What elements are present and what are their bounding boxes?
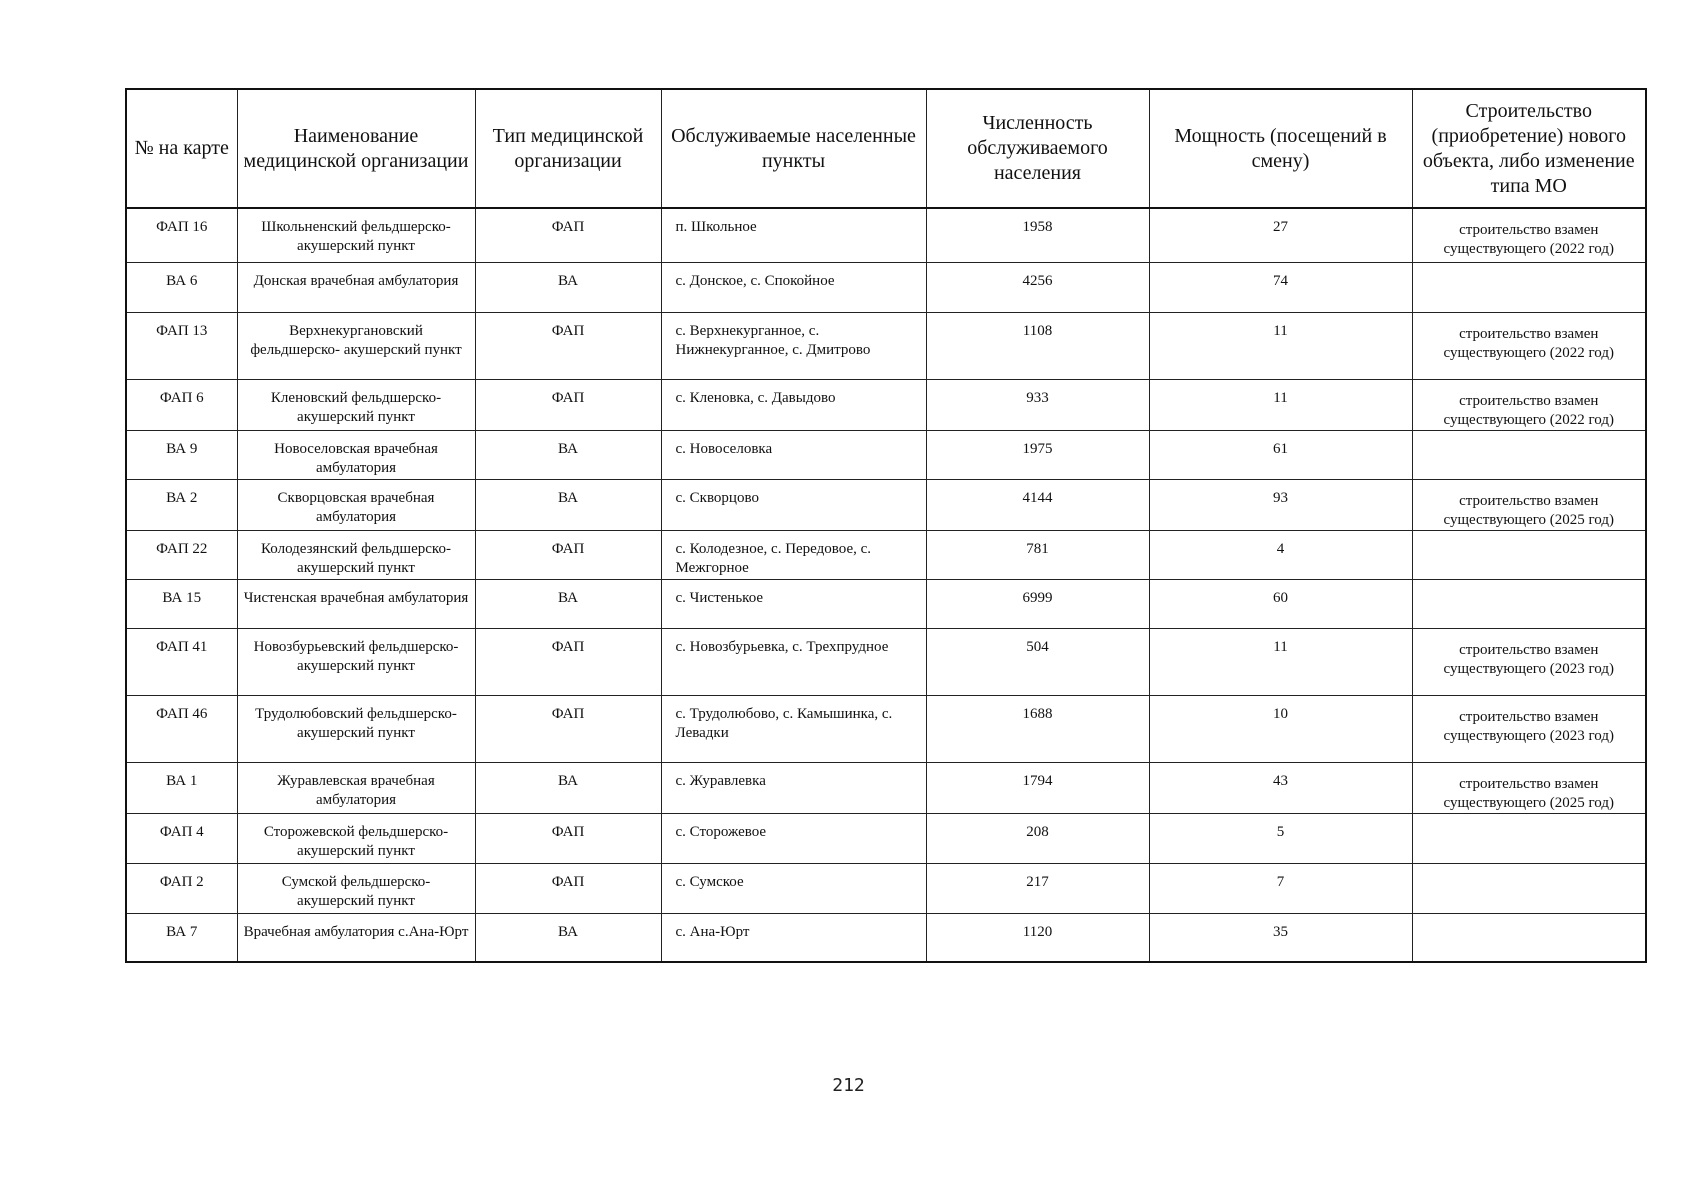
cell-settlements: с. Ана-Юрт (661, 913, 926, 962)
cell-settlements: с. Скворцово (661, 479, 926, 530)
table-row (126, 628, 1646, 695)
cell-capacity: 5 (1149, 813, 1412, 863)
header-map-number: № на карте (126, 89, 237, 208)
cell-capacity: 11 (1149, 628, 1412, 695)
table-row (126, 762, 1646, 813)
cell-map-number: ВА 1 (126, 762, 237, 813)
table-body (126, 208, 1646, 962)
cell-settlements: с. Верхнекурганное, с. Нижнекурганное, с. Дмитрово (661, 312, 926, 379)
cell-map-number: ФАП 41 (126, 628, 237, 695)
cell-settlements: с. Чистенькое (661, 579, 926, 628)
table-row (126, 695, 1646, 762)
header-settlements: Обслуживаемые населенные пункты (661, 89, 926, 208)
cell-population: 208 (926, 813, 1149, 863)
cell-organization-type: ФАП (475, 530, 661, 579)
cell-construction (1412, 913, 1646, 962)
cell-settlements: с. Колодезное, с. Передовое, с. Межгорное (661, 530, 926, 579)
cell-organization-name: Скворцовская врачебная амбулатория (237, 479, 475, 530)
table-row (126, 813, 1646, 863)
cell-organization-type: ФАП (475, 863, 661, 913)
cell-organization-name: Кленовский фельдшерско-акушерский пункт (237, 379, 475, 430)
cell-population: 1958 (926, 208, 1149, 262)
cell-population: 1688 (926, 695, 1149, 762)
cell-settlements: с. Донское, с. Спокойное (661, 262, 926, 312)
cell-capacity: 10 (1149, 695, 1412, 762)
cell-construction (1412, 863, 1646, 913)
cell-construction (1412, 430, 1646, 479)
cell-organization-name: Школьненский фельдшерско-акушерский пункт (237, 208, 475, 262)
cell-organization-type: ВА (475, 430, 661, 479)
cell-population: 1794 (926, 762, 1149, 813)
table-row (126, 262, 1646, 312)
cell-population: 1120 (926, 913, 1149, 962)
cell-construction: строительство взамен существующего (2025 год) (1412, 479, 1646, 530)
cell-capacity: 11 (1149, 312, 1412, 379)
table-row (126, 312, 1646, 379)
table-row (126, 913, 1646, 962)
header-population: Численность обслуживаемого населения (926, 89, 1149, 208)
cell-construction (1412, 530, 1646, 579)
cell-organization-name: Новозбурьевский фельдшерско- акушерский пункт (237, 628, 475, 695)
cell-organization-type: ФАП (475, 628, 661, 695)
cell-map-number: ВА 6 (126, 262, 237, 312)
cell-construction: строительство взамен существующего (2022 год) (1412, 208, 1646, 262)
header-organization-name: Наименование медицинской организации (237, 89, 475, 208)
cell-organization-type: ВА (475, 913, 661, 962)
header-row (126, 89, 1646, 208)
cell-map-number: ФАП 2 (126, 863, 237, 913)
cell-population: 504 (926, 628, 1149, 695)
cell-map-number: ВА 2 (126, 479, 237, 530)
cell-organization-name: Трудолюбовский фельдшерско- акушерский пункт (237, 695, 475, 762)
cell-map-number: ВА 7 (126, 913, 237, 962)
cell-map-number: ФАП 16 (126, 208, 237, 262)
cell-organization-type: ФАП (475, 379, 661, 430)
cell-capacity: 93 (1149, 479, 1412, 530)
cell-capacity: 7 (1149, 863, 1412, 913)
cell-construction: строительство взамен существующего (2023 год) (1412, 695, 1646, 762)
cell-settlements: с. Трудолюбово, с. Камышинка, с. Левадки (661, 695, 926, 762)
cell-population: 1975 (926, 430, 1149, 479)
cell-population: 781 (926, 530, 1149, 579)
cell-organization-name: Журавлевская врачебная амбулатория (237, 762, 475, 813)
cell-organization-name: Врачебная амбулатория с.Ана-Юрт (237, 913, 475, 962)
cell-organization-type: ФАП (475, 208, 661, 262)
cell-organization-type: ФАП (475, 695, 661, 762)
cell-map-number: ВА 9 (126, 430, 237, 479)
cell-organization-type: ВА (475, 262, 661, 312)
cell-population: 217 (926, 863, 1149, 913)
header-capacity: Мощность (посещений в смену) (1149, 89, 1412, 208)
cell-capacity: 35 (1149, 913, 1412, 962)
cell-capacity: 60 (1149, 579, 1412, 628)
cell-map-number: ФАП 46 (126, 695, 237, 762)
cell-organization-type: ФАП (475, 813, 661, 863)
cell-organization-type: ФАП (475, 312, 661, 379)
cell-settlements: с. Новозбурьевка, с. Трехпрудное (661, 628, 926, 695)
header-organization-type: Тип медицинской организации (475, 89, 661, 208)
cell-construction (1412, 579, 1646, 628)
cell-organization-name: Донская врачебная амбулатория (237, 262, 475, 312)
table-row (126, 579, 1646, 628)
cell-organization-name: Колодезянский фельдшерско-акушерский пункт (237, 530, 475, 579)
table-row (126, 430, 1646, 479)
cell-settlements: с. Сумское (661, 863, 926, 913)
cell-organization-name: Сумской фельдшерско-акушерский пункт (237, 863, 475, 913)
cell-settlements: с. Кленовка, с. Давыдово (661, 379, 926, 430)
cell-map-number: ФАП 4 (126, 813, 237, 863)
cell-map-number: ФАП 6 (126, 379, 237, 430)
cell-population: 4256 (926, 262, 1149, 312)
cell-organization-name: Верхнекургановский фельдшерско- акушерский пункт (237, 312, 475, 379)
cell-capacity: 74 (1149, 262, 1412, 312)
cell-organization-type: ВА (475, 579, 661, 628)
cell-capacity: 43 (1149, 762, 1412, 813)
table-row (126, 479, 1646, 530)
cell-construction: строительство взамен существующего (2022 год) (1412, 312, 1646, 379)
cell-capacity: 11 (1149, 379, 1412, 430)
cell-capacity: 4 (1149, 530, 1412, 579)
cell-construction: строительство взамен существующего (2022 год) (1412, 379, 1646, 430)
cell-organization-type: ВА (475, 479, 661, 530)
table-row (126, 208, 1646, 262)
cell-organization-name: Новоселовская врачебная амбулатория (237, 430, 475, 479)
cell-construction: строительство взамен существующего (2025 год) (1412, 762, 1646, 813)
table-header (126, 89, 1646, 208)
cell-settlements: с. Сторожевое (661, 813, 926, 863)
cell-organization-type: ВА (475, 762, 661, 813)
page-number: 212 (832, 1075, 865, 1096)
cell-capacity: 27 (1149, 208, 1412, 262)
cell-population: 4144 (926, 479, 1149, 530)
cell-settlements: с. Журавлевка (661, 762, 926, 813)
table-row (126, 863, 1646, 913)
cell-organization-name: Сторожевской фельдшерско-акушерский пункт (237, 813, 475, 863)
cell-capacity: 61 (1149, 430, 1412, 479)
table-row (126, 530, 1646, 579)
cell-construction: строительство взамен существующего (2023 год) (1412, 628, 1646, 695)
cell-population: 1108 (926, 312, 1149, 379)
cell-construction (1412, 262, 1646, 312)
cell-population: 6999 (926, 579, 1149, 628)
cell-map-number: ФАП 13 (126, 312, 237, 379)
cell-settlements: с. Новоселовка (661, 430, 926, 479)
cell-map-number: ВА 15 (126, 579, 237, 628)
cell-settlements: п. Школьное (661, 208, 926, 262)
cell-organization-name: Чистенская врачебная амбулатория (237, 579, 475, 628)
header-construction: Строительство (приобретение) нового объекта, либо изменение типа МО (1412, 89, 1646, 208)
cell-map-number: ФАП 22 (126, 530, 237, 579)
cell-construction (1412, 813, 1646, 863)
table-row (126, 379, 1646, 430)
medical-facilities-table (125, 88, 1647, 963)
cell-population: 933 (926, 379, 1149, 430)
